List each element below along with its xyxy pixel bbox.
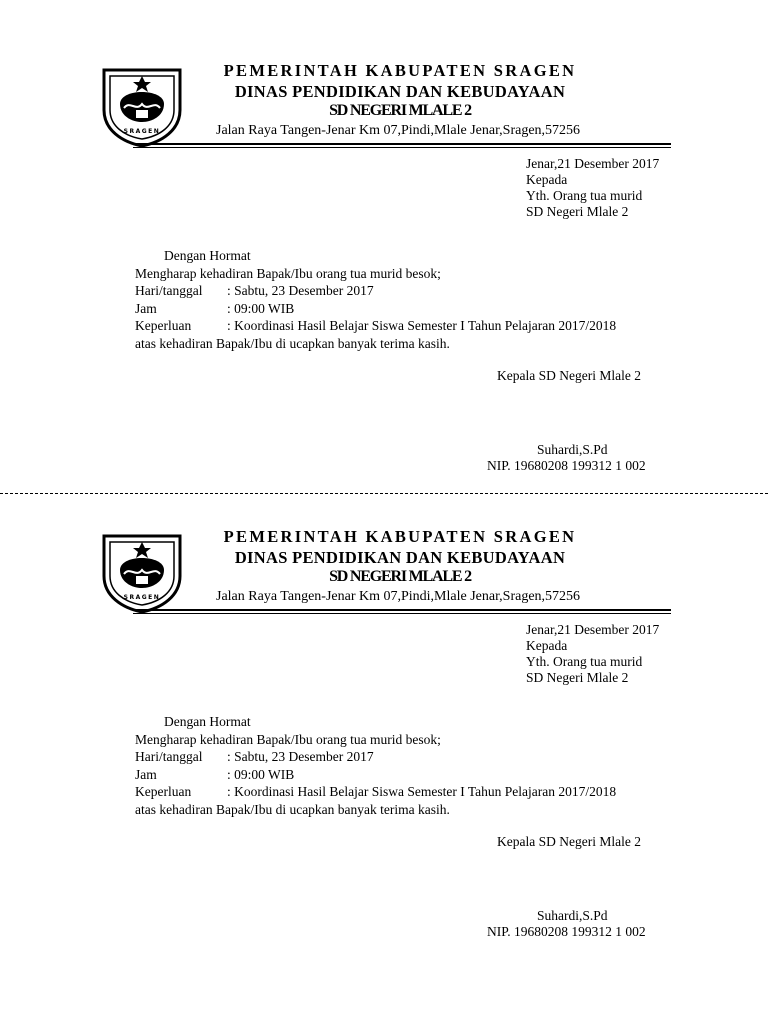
header-department: DINAS PENDIDIKAN DAN KEBUDAYAAN: [234, 82, 566, 101]
thanks-text: atas kehadiran Bapak/Ibu di ucapkan banyak terima kasih.: [135, 801, 450, 817]
header-government: PEMERINTAH KABUPATEN SRAGEN: [223, 61, 577, 80]
date-value: : Sabtu, 23 Desember 2017: [227, 283, 374, 298]
intro-text: Mengharap kehadiran Bapak/Ibu orang tua murid besok;: [135, 731, 441, 747]
emblem-caption: SRAGEN: [123, 594, 161, 601]
letter-date: Jenar,21 Desember 2017: [526, 156, 660, 171]
signature-title: Kepala SD Negeri Mlale 2: [497, 368, 641, 383]
signature-nip: NIP. 19680208 199312 1 002: [487, 924, 646, 939]
letter-body: [135, 247, 616, 352]
signature-title: Kepala SD Negeri Mlale 2: [497, 834, 641, 849]
date-label: Hari/tanggal: [135, 749, 203, 764]
recipient-addressee: Yth. Orang tua murid: [526, 188, 643, 203]
emblem-caption: SRAGEN: [123, 128, 161, 135]
letter-bottom: [0, 466, 768, 966]
greeting: Dengan Hormat: [164, 248, 251, 263]
recipient-block: [526, 622, 659, 686]
time-row: [135, 766, 616, 784]
date-row: [135, 282, 616, 300]
header-divider-thin: [133, 147, 671, 148]
signature-name: Suhardi,S.Pd: [537, 908, 608, 923]
letter-date: Jenar,21 Desember 2017: [526, 622, 660, 637]
recipient-to: Kepada: [526, 172, 568, 187]
date-value: : Sabtu, 23 Desember 2017: [227, 749, 374, 764]
letter-body: [135, 713, 616, 818]
purpose-row: [135, 317, 616, 335]
time-row: [135, 300, 616, 318]
purpose-value: : Koordinasi Hasil Belajar Siswa Semester I Tahun Pelajaran 2017/2018: [227, 784, 617, 799]
letter-top: [0, 0, 768, 500]
header-address: Jalan Raya Tangen-Jenar Km 07,Pindi,Mlale Jenar,Sragen,57256: [216, 589, 581, 604]
header-school: SD NEGERI MLALE 2: [329, 102, 471, 119]
header-divider-thin: [133, 613, 671, 614]
date-label: Hari/tanggal: [135, 283, 203, 298]
header-divider-thick: [133, 143, 671, 145]
header-government: PEMERINTAH KABUPATEN SRAGEN: [223, 527, 577, 546]
recipient-addressee: Yth. Orang tua murid: [526, 654, 643, 669]
recipient-school: SD Negeri Mlale 2: [526, 670, 629, 685]
time-label: Jam: [135, 300, 157, 316]
header-address: Jalan Raya Tangen-Jenar Km 07,Pindi,Mlale Jenar,Sragen,57256: [216, 123, 581, 138]
date-row: [135, 748, 616, 766]
purpose-label: Keperluan: [135, 784, 192, 799]
recipient-to: Kepada: [526, 638, 568, 653]
time-value: : 09:00 WIB: [227, 300, 295, 316]
purpose-value: : Koordinasi Hasil Belajar Siswa Semester I Tahun Pelajaran 2017/2018: [227, 318, 617, 333]
recipient-block: [526, 156, 659, 220]
header-divider-thick: [133, 609, 671, 611]
time-value: : 09:00 WIB: [227, 766, 295, 782]
intro-text: Mengharap kehadiran Bapak/Ibu orang tua murid besok;: [135, 265, 441, 281]
signature-nip: NIP. 19680208 199312 1 002: [487, 458, 646, 473]
greeting: Dengan Hormat: [164, 714, 251, 729]
signature-name: Suhardi,S.Pd: [537, 442, 608, 457]
time-label: Jam: [135, 766, 157, 782]
thanks-text: atas kehadiran Bapak/Ibu di ucapkan banyak terima kasih.: [135, 335, 450, 351]
purpose-label: Keperluan: [135, 318, 192, 333]
recipient-school: SD Negeri Mlale 2: [526, 204, 629, 219]
purpose-row: [135, 783, 616, 801]
header-department: DINAS PENDIDIKAN DAN KEBUDAYAAN: [234, 548, 566, 567]
header-school: SD NEGERI MLALE 2: [329, 568, 471, 585]
